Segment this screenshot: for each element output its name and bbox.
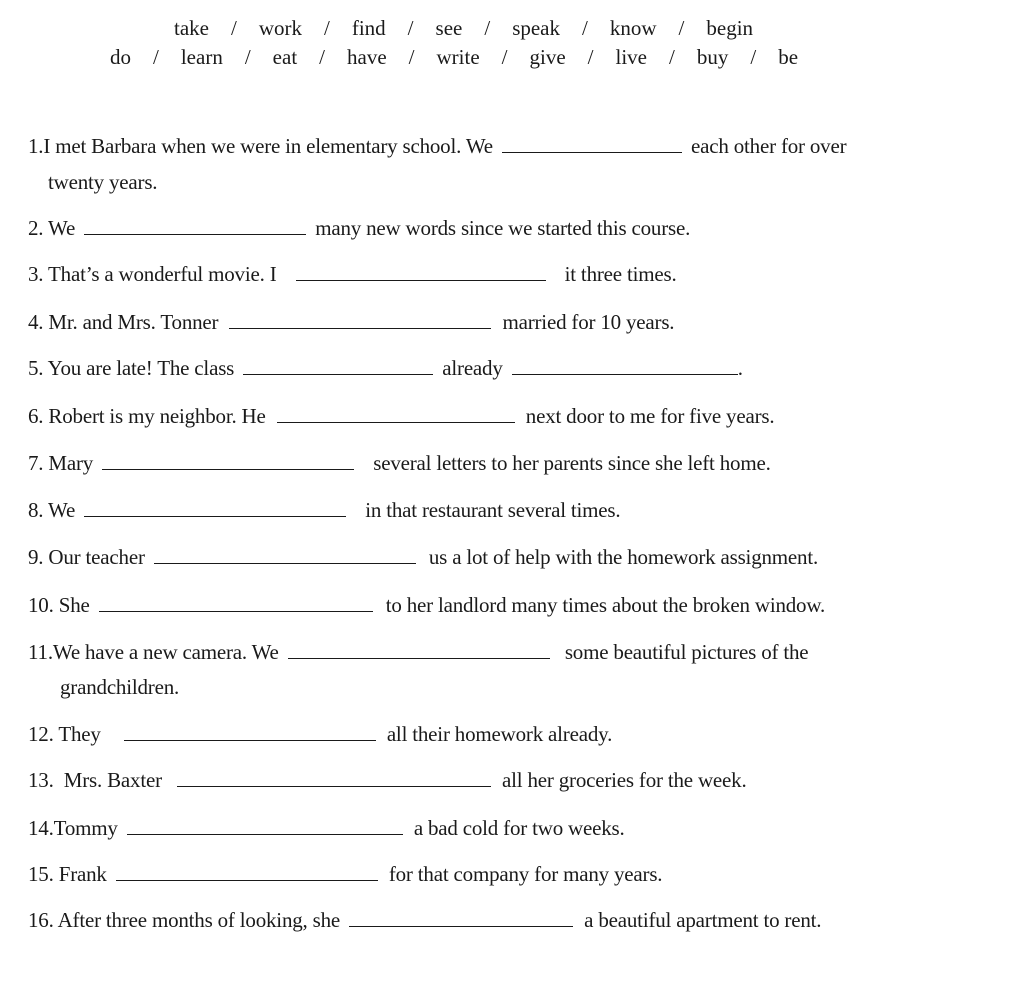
exercise-text-after: many new words since we started this course. <box>315 216 691 240</box>
exercise-number: 10. <box>28 593 54 617</box>
exercise-text-after: in that restaurant several times. <box>365 498 621 522</box>
exercise-4 <box>28 310 674 335</box>
word-bank-separator: / <box>244 45 251 69</box>
word-bank-item: work <box>258 16 302 40</box>
answer-blank[interactable] <box>512 356 738 375</box>
exercise-text-continued: twenty years. <box>48 170 158 194</box>
word-bank-item: have <box>347 45 387 69</box>
word-bank-row-1 <box>0 16 1024 41</box>
exercise-text-before: She <box>58 593 90 617</box>
exercise-8 <box>28 498 620 523</box>
exercise-text-after: all their homework already. <box>386 722 613 746</box>
answer-blank[interactable] <box>229 310 491 329</box>
exercise-text-before: I met Barbara when we were in elementary school. We <box>43 134 493 158</box>
exercise-text-after: it three times. <box>564 262 677 286</box>
word-bank-item: begin <box>706 16 754 40</box>
answer-blank[interactable] <box>154 545 416 564</box>
answer-blank[interactable] <box>177 768 491 787</box>
exercise-number: 16. <box>28 908 54 932</box>
answer-blank[interactable] <box>277 404 515 423</box>
answer-blank[interactable] <box>84 498 346 517</box>
exercise-text-before: Mrs. Baxter <box>63 768 162 792</box>
exercise-text-after: a bad cold for two weeks. <box>413 816 625 840</box>
exercise-3 <box>28 262 677 287</box>
exercise-1 <box>28 134 846 159</box>
exercise-text-before: We have a new camera. We <box>52 640 279 664</box>
exercise-6 <box>28 404 774 429</box>
exercise-number: 13. <box>28 768 54 792</box>
exercise-number: 3. <box>28 262 44 286</box>
exercise-number: 8. <box>28 498 44 522</box>
exercise-number: 14. <box>28 816 54 840</box>
exercise-number: 4. <box>28 310 44 334</box>
exercise-number: 1. <box>28 134 44 158</box>
exercise-text-after: married for 10 years. <box>502 310 675 334</box>
exercise-text-before: Tommy <box>53 816 118 840</box>
exercise-11 <box>28 640 808 665</box>
exercise-15 <box>28 862 662 887</box>
exercise-text-before: After three months of looking, she <box>57 908 341 932</box>
word-bank-separator: / <box>750 45 757 69</box>
answer-blank[interactable] <box>288 640 550 659</box>
exercise-13 <box>28 768 747 793</box>
exercise-number: 12. <box>28 722 54 746</box>
exercise-2 <box>28 216 690 241</box>
answer-blank[interactable] <box>243 356 433 375</box>
word-bank-separator: / <box>678 16 685 40</box>
exercise-number: 7. <box>28 451 44 475</box>
word-bank-separator: / <box>230 16 237 40</box>
exercise-number: 5. <box>28 356 44 380</box>
answer-blank[interactable] <box>127 816 403 835</box>
exercise-text-before: They <box>58 722 101 746</box>
answer-blank[interactable] <box>296 262 546 281</box>
answer-blank[interactable] <box>124 722 376 741</box>
exercise-text-after: several letters to her parents since she left home. <box>373 451 771 475</box>
word-bank-separator: / <box>484 16 491 40</box>
word-bank-item: learn <box>180 45 223 69</box>
exercise-text-after: us a lot of help with the homework assignment. <box>428 545 819 569</box>
exercise-text-after: next door to me for five years. <box>525 404 775 428</box>
word-bank-item: live <box>615 45 647 69</box>
exercise-text-continued: grandchildren. <box>60 675 180 699</box>
exercise-end-punctuation: . <box>737 356 743 380</box>
word-bank-item: write <box>436 45 480 69</box>
exercise-text-after: already <box>442 356 503 380</box>
exercise-text-before: That’s a wonderful movie. I <box>48 262 277 286</box>
exercise-text-after: all her groceries for the week. <box>502 768 747 792</box>
answer-blank[interactable] <box>99 593 373 612</box>
exercise-text-after: some beautiful pictures of the <box>564 640 809 664</box>
exercise-text-before: Frank <box>58 862 107 886</box>
word-bank-separator: / <box>319 45 325 69</box>
exercise-14 <box>28 816 625 841</box>
word-bank-separator: / <box>582 16 588 40</box>
word-bank-separator: / <box>501 45 508 69</box>
exercise-number: 2. <box>28 216 44 240</box>
word-bank-item: buy <box>696 45 729 69</box>
word-bank-item: give <box>529 45 566 69</box>
exercise-1-continued <box>48 170 157 195</box>
word-bank-separator: / <box>324 16 330 40</box>
word-bank-item: be <box>778 45 799 69</box>
exercise-text-after: for that company for many years. <box>388 862 663 886</box>
exercise-12 <box>28 722 612 747</box>
exercise-text-before: We <box>48 216 76 240</box>
word-bank-item: speak <box>512 16 561 40</box>
exercise-text-before: Mr. and Mrs. Tonner <box>48 310 219 334</box>
exercise-9 <box>28 545 818 570</box>
answer-blank[interactable] <box>502 134 682 153</box>
answer-blank[interactable] <box>349 908 573 927</box>
word-bank-separator: / <box>669 45 675 69</box>
word-bank-separator: / <box>408 45 415 69</box>
exercise-16 <box>28 908 821 933</box>
exercise-text-before: Mary <box>48 451 94 475</box>
answer-blank[interactable] <box>102 451 354 470</box>
exercise-7 <box>28 451 771 476</box>
word-bank-item: take <box>174 16 209 40</box>
word-bank-item: know <box>609 16 657 40</box>
exercise-number: 6. <box>28 404 44 428</box>
exercise-text-before: You are late! The class <box>47 356 235 380</box>
word-bank-item: see <box>435 16 463 40</box>
exercise-text-after: each other for over <box>691 134 847 158</box>
word-bank-row-2 <box>0 45 1024 70</box>
exercise-11-continued <box>60 675 179 700</box>
exercise-number: 15. <box>28 862 54 886</box>
exercise-text-before: Robert is my neighbor. He <box>48 404 266 428</box>
exercise-text-before: We <box>48 498 76 522</box>
exercise-number: 11. <box>28 640 53 664</box>
word-bank-separator: / <box>587 45 594 69</box>
exercise-5 <box>28 356 743 381</box>
word-bank-item: do <box>110 45 131 69</box>
exercise-text-before: Our teacher <box>48 545 145 569</box>
exercise-10 <box>28 593 825 618</box>
answer-blank[interactable] <box>116 862 378 881</box>
word-bank-separator: / <box>407 16 414 40</box>
exercise-text-after: a beautiful apartment to rent. <box>584 908 822 932</box>
word-bank-item: find <box>351 16 386 40</box>
exercise-text-after: to her landlord many times about the broken window. <box>385 593 826 617</box>
word-bank-separator: / <box>153 45 159 69</box>
answer-blank[interactable] <box>84 216 306 235</box>
exercise-number: 9. <box>28 545 44 569</box>
word-bank-item: eat <box>272 45 298 69</box>
